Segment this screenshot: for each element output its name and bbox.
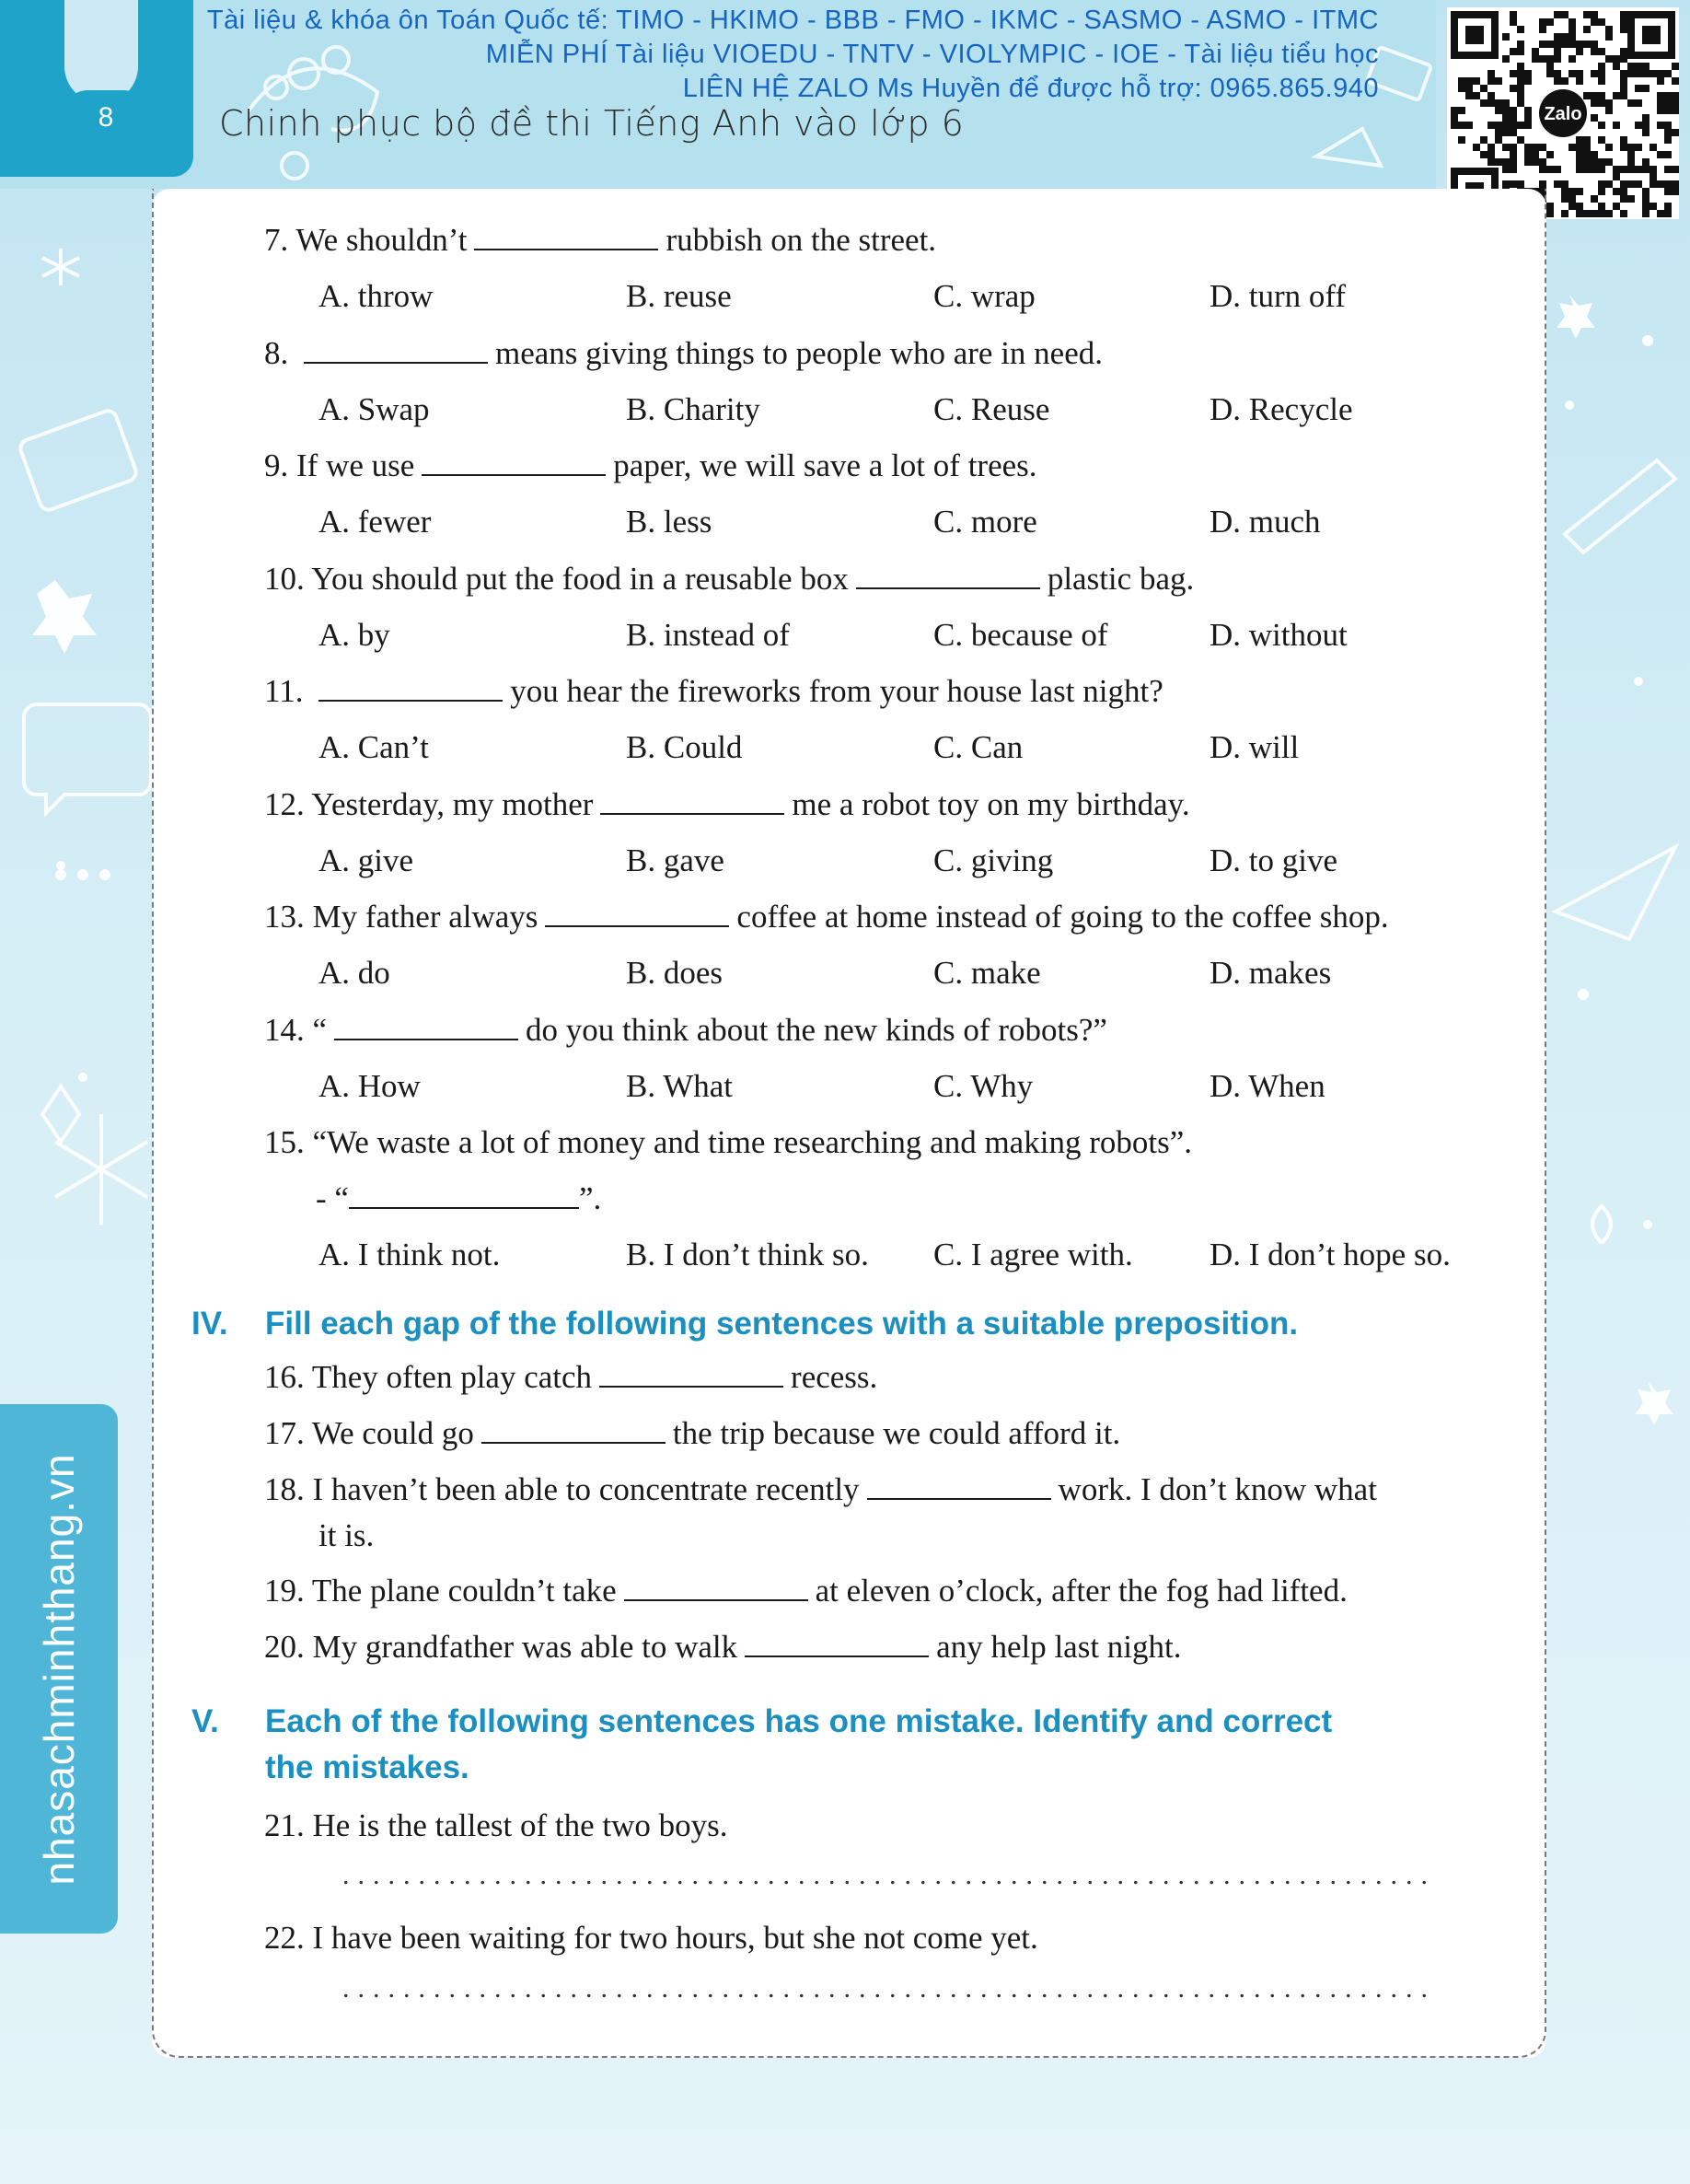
question-text-before: “ — [312, 1011, 328, 1048]
q15-reply — [316, 1179, 601, 1218]
qr-zalo-badge: Zalo — [1544, 104, 1582, 124]
option-d[interactable]: D. turn off — [1210, 278, 1347, 314]
section-title-line-2: the mistakes. — [265, 1749, 469, 1785]
question-text-after: rubbish on the street. — [666, 222, 937, 258]
option-c[interactable]: C. Can — [933, 729, 1024, 765]
question-text-after: work. I don’t know what — [1058, 1471, 1377, 1507]
question-18 — [264, 1470, 1377, 1509]
page-number: 8 — [61, 90, 151, 145]
question-22 — [264, 1919, 1038, 1957]
question-15 — [264, 1123, 1192, 1162]
question-12 — [264, 785, 1190, 824]
option-d[interactable]: D. to give — [1210, 842, 1338, 878]
question-text-after: any help last night. — [936, 1629, 1182, 1665]
question-9 — [264, 447, 1037, 485]
option-b[interactable]: B. I don’t think so. — [626, 1237, 869, 1272]
question-16 — [264, 1358, 877, 1397]
question-number: 13. — [264, 899, 305, 935]
option-d[interactable]: D. Recycle — [1210, 390, 1353, 427]
question-7 — [264, 221, 936, 260]
question-text-after: the trip because we could afford it. — [672, 1415, 1121, 1451]
option-d[interactable]: D. will — [1210, 729, 1300, 765]
answer-blank[interactable] — [856, 562, 1040, 589]
section-v-heading — [191, 1699, 1333, 1785]
answer-blank[interactable] — [304, 336, 488, 364]
option-c[interactable]: C. Why — [933, 1067, 1034, 1104]
answer-blank[interactable] — [545, 900, 729, 927]
question-text-before: The plane couldn’t take — [311, 1573, 617, 1609]
question-19 — [264, 1572, 1348, 1610]
promo-line-1: Tài liệu & khóa ôn Toán Quốc tế: TIMO - HKIMO - BBB - FMO - IKMC - SASMO - ASMO - ITMC — [206, 6, 1379, 35]
option-b[interactable]: B. gave — [626, 842, 724, 878]
option-a[interactable]: A. I think not. — [318, 1237, 501, 1272]
option-b[interactable]: B. instead of — [626, 616, 790, 653]
answer-blank[interactable] — [745, 1630, 929, 1657]
option-d[interactable]: D. much — [1210, 504, 1321, 540]
option-a[interactable]: A. Can’t — [318, 729, 429, 765]
section-roman: IV. — [191, 1306, 228, 1342]
promo-line-3: LIÊN HỆ ZALO Ms Huyền để được hỗ trợ: 0965.865.940 — [682, 74, 1379, 103]
question-17 — [264, 1414, 1120, 1453]
option-d[interactable]: D. When — [1210, 1067, 1325, 1104]
option-d[interactable]: D. I don’t hope so. — [1210, 1237, 1451, 1272]
option-a[interactable]: A. by — [318, 616, 390, 653]
answer-blank[interactable] — [600, 787, 784, 815]
question-text-before: My grandfather was able to walk — [312, 1629, 738, 1665]
question-text-after: plastic bag. — [1047, 560, 1195, 597]
question-number: 12. — [264, 785, 305, 822]
option-c[interactable]: C. Reuse — [933, 390, 1050, 427]
question-10 — [264, 560, 1194, 598]
promo-line-2: MIỄN PHÍ Tài liệu VIOEDU - TNTV - VIOLYMPIC - IOE - Tài liệu tiểu học — [485, 40, 1379, 69]
option-b[interactable]: B. What — [626, 1067, 734, 1104]
question-number: 21. — [264, 1807, 305, 1843]
question-text: I have been waiting for two hours, but she not come yet. — [312, 1920, 1038, 1956]
question-number: 10. — [264, 560, 305, 597]
question-11 — [264, 672, 1163, 711]
option-b[interactable]: B. does — [626, 955, 723, 991]
question-text-after: recess. — [791, 1359, 878, 1395]
answer-line-22[interactable]: ........................................................................ — [342, 1973, 1436, 2004]
book-title: Chinh phục bộ đề thi Tiếng Anh vào lớp 6 — [219, 103, 965, 144]
question-text-continued: it is. — [318, 1517, 375, 1553]
option-a[interactable]: A. fewer — [318, 504, 432, 540]
section-roman: V. — [191, 1703, 219, 1739]
answer-blank[interactable] — [422, 448, 606, 476]
question-text-after: coffee at home instead of going to the coffee shop. — [736, 899, 1389, 935]
question-text-before: They often play catch — [311, 1359, 593, 1395]
question-number: 20. — [264, 1629, 305, 1665]
option-b[interactable]: B. less — [626, 504, 712, 540]
question-21 — [264, 1806, 728, 1845]
question-number: 22. — [264, 1920, 305, 1956]
answer-blank[interactable] — [318, 674, 503, 702]
question-number: 18. — [264, 1471, 305, 1507]
question-number: 17. — [264, 1415, 305, 1451]
option-c[interactable]: C. giving — [933, 842, 1054, 878]
question-number: 14. — [264, 1011, 305, 1048]
option-d[interactable]: D. without — [1210, 616, 1348, 653]
question-number: 8. — [264, 334, 289, 371]
option-b[interactable]: B. Could — [626, 729, 743, 765]
question-text-before: We shouldn’t — [295, 222, 468, 258]
website-label: nhasachminhthang.vn — [35, 1453, 83, 1886]
option-c[interactable]: C. because of — [933, 616, 1108, 653]
question-number: 9. — [264, 447, 289, 483]
answer-blank[interactable] — [474, 223, 658, 250]
question-number: 11. — [264, 673, 304, 709]
section-iv-heading — [191, 1301, 1298, 1347]
question-text-before: We could go — [311, 1415, 474, 1451]
option-a[interactable]: A. How — [318, 1067, 421, 1104]
option-a[interactable]: A. do — [318, 955, 390, 991]
answer-blank[interactable] — [624, 1574, 808, 1601]
question-number: 7. — [264, 222, 289, 258]
question-text-after: means giving things to people who are in need. — [495, 334, 1103, 371]
question-8 — [264, 334, 1103, 373]
option-b[interactable]: B. Charity — [626, 390, 760, 427]
option-d[interactable]: D. makes — [1210, 955, 1332, 991]
question-text-after: me a robot toy on my birthday. — [792, 785, 1190, 822]
section-title: Fill each gap of the following sentences with a suitable preposition. — [265, 1306, 1299, 1342]
option-c[interactable]: C. I agree with. — [933, 1237, 1133, 1272]
option-c[interactable]: C. make — [933, 955, 1041, 991]
question-number: 19. — [264, 1573, 305, 1609]
question-14 — [264, 1011, 1107, 1050]
option-a[interactable]: A. Swap — [318, 390, 430, 427]
answer-blank[interactable] — [349, 1181, 579, 1209]
option-c[interactable]: C. more — [933, 504, 1037, 540]
question-text: “We waste a lot of money and time researching and making robots”. — [312, 1124, 1192, 1160]
question-text-before: My father always — [312, 899, 538, 935]
question-number: 16. — [264, 1359, 305, 1395]
reply-suffix: ”. — [578, 1180, 602, 1216]
question-text-after: paper, we will save a lot of trees. — [613, 447, 1037, 483]
question-number: 15. — [264, 1124, 305, 1160]
section-title-line-1: Each of the following sentences has one mistake. Identify and correct — [265, 1703, 1333, 1739]
answer-blank[interactable] — [481, 1416, 666, 1444]
question-text-before: Yesterday, my mother — [311, 785, 594, 822]
answer-blank[interactable] — [867, 1472, 1051, 1500]
answer-blank[interactable] — [334, 1013, 518, 1040]
answer-line-21[interactable]: ........................................................................ — [342, 1860, 1436, 1890]
option-a[interactable]: A. throw — [318, 278, 434, 314]
option-a[interactable]: A. give — [318, 842, 414, 878]
question-text-before: If we use — [296, 447, 415, 483]
option-c[interactable]: C. wrap — [933, 278, 1036, 314]
answer-blank[interactable] — [599, 1360, 783, 1388]
question-text-before: You should put the food in a reusable box — [311, 560, 849, 597]
question-text-after: do you think about the new kinds of robots?” — [526, 1011, 1107, 1048]
question-text: He is the tallest of the two boys. — [312, 1807, 728, 1843]
question-text-after: at eleven o’clock, after the fog had lifted. — [815, 1573, 1348, 1609]
question-text-before: I haven’t been able to concentrate recently — [312, 1471, 860, 1507]
question-text-after: you hear the fireworks from your house last night? — [510, 673, 1163, 709]
option-b[interactable]: B. reuse — [626, 278, 732, 314]
question-13 — [264, 898, 1389, 936]
reply-prefix: - “ — [316, 1180, 349, 1216]
question-20 — [264, 1628, 1182, 1667]
